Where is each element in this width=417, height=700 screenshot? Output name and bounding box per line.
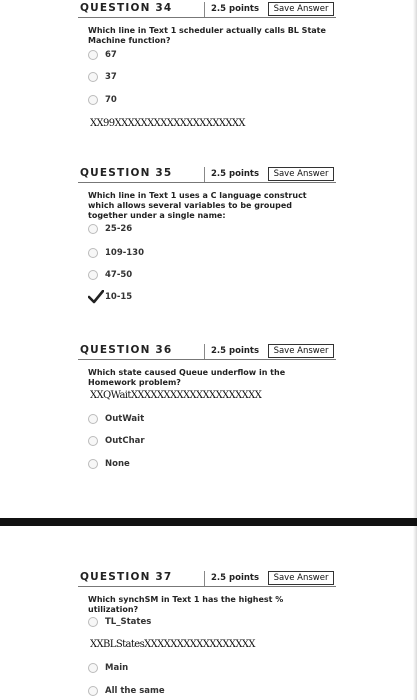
save-answer-button[interactable]: Save Answer bbox=[268, 344, 334, 358]
radio-button[interactable] bbox=[88, 270, 98, 280]
header-divider bbox=[78, 182, 336, 183]
option-label: All the same bbox=[105, 686, 165, 696]
header-divider bbox=[78, 586, 336, 587]
option-label: 47-50 bbox=[105, 270, 133, 280]
header-divider bbox=[78, 17, 336, 18]
handwritten-note: XXQWaitXXXXXXXXXXXXXXXXXXXX bbox=[90, 390, 262, 401]
question-title: QUESTION 34 bbox=[80, 2, 173, 14]
save-answer-button[interactable]: Save Answer bbox=[268, 571, 334, 585]
question-points: 2.5 points bbox=[204, 571, 264, 587]
option-label: 25-26 bbox=[105, 224, 133, 234]
question-text: Which line in Text 1 uses a C language construct which allows several variables to be grouped together under a single name: bbox=[88, 191, 307, 220]
question-text: Which synchSM in Text 1 has the highest % utilization? bbox=[88, 595, 284, 614]
question-points: 2.5 points bbox=[204, 167, 264, 183]
page-edge-shadow bbox=[413, 0, 417, 700]
handwritten-note: XX99XXXXXXXXXXXXXXXXXXXX bbox=[90, 118, 245, 129]
option-label: 70 bbox=[105, 95, 117, 105]
radio-button[interactable] bbox=[88, 459, 98, 469]
option-label: TL_States bbox=[105, 617, 152, 627]
option-label: 109-130 bbox=[105, 248, 145, 258]
option-label: 37 bbox=[105, 72, 117, 82]
option-label: Main bbox=[105, 663, 129, 673]
option-label: 10-15 bbox=[105, 292, 133, 302]
question-title: QUESTION 36 bbox=[80, 344, 173, 356]
radio-button[interactable] bbox=[88, 617, 98, 627]
save-answer-button[interactable]: Save Answer bbox=[268, 167, 334, 181]
radio-button[interactable] bbox=[88, 95, 98, 105]
radio-button[interactable] bbox=[88, 224, 98, 234]
question-title: QUESTION 37 bbox=[80, 571, 173, 583]
radio-button[interactable] bbox=[88, 414, 98, 424]
handwritten-note: XXBLStatesXXXXXXXXXXXXXXXXX bbox=[90, 639, 255, 650]
question-points: 2.5 points bbox=[204, 2, 264, 18]
option-label: None bbox=[105, 459, 130, 469]
check-icon bbox=[88, 290, 104, 304]
question-header bbox=[78, 342, 336, 360]
question-points: 2.5 points bbox=[204, 344, 264, 360]
radio-button[interactable] bbox=[88, 72, 98, 82]
question-header bbox=[78, 0, 336, 18]
save-answer-button[interactable]: Save Answer bbox=[268, 2, 334, 16]
radio-button[interactable] bbox=[88, 686, 98, 696]
page-divider bbox=[0, 518, 417, 526]
option-label: OutWait bbox=[105, 414, 145, 424]
question-text: Which state caused Queue underflow in the Homework problem? bbox=[88, 368, 286, 387]
radio-button[interactable] bbox=[88, 436, 98, 446]
question-header bbox=[78, 165, 336, 183]
header-divider bbox=[78, 359, 336, 360]
question-text: Which line in Text 1 scheduler actually calls BL State Machine function? bbox=[88, 26, 326, 45]
option-label: OutChar bbox=[105, 436, 145, 446]
option-label: 67 bbox=[105, 50, 117, 60]
radio-button[interactable] bbox=[88, 248, 98, 258]
question-title: QUESTION 35 bbox=[80, 167, 173, 179]
radio-button[interactable] bbox=[88, 50, 98, 60]
radio-button[interactable] bbox=[88, 663, 98, 673]
question-header bbox=[78, 569, 336, 587]
